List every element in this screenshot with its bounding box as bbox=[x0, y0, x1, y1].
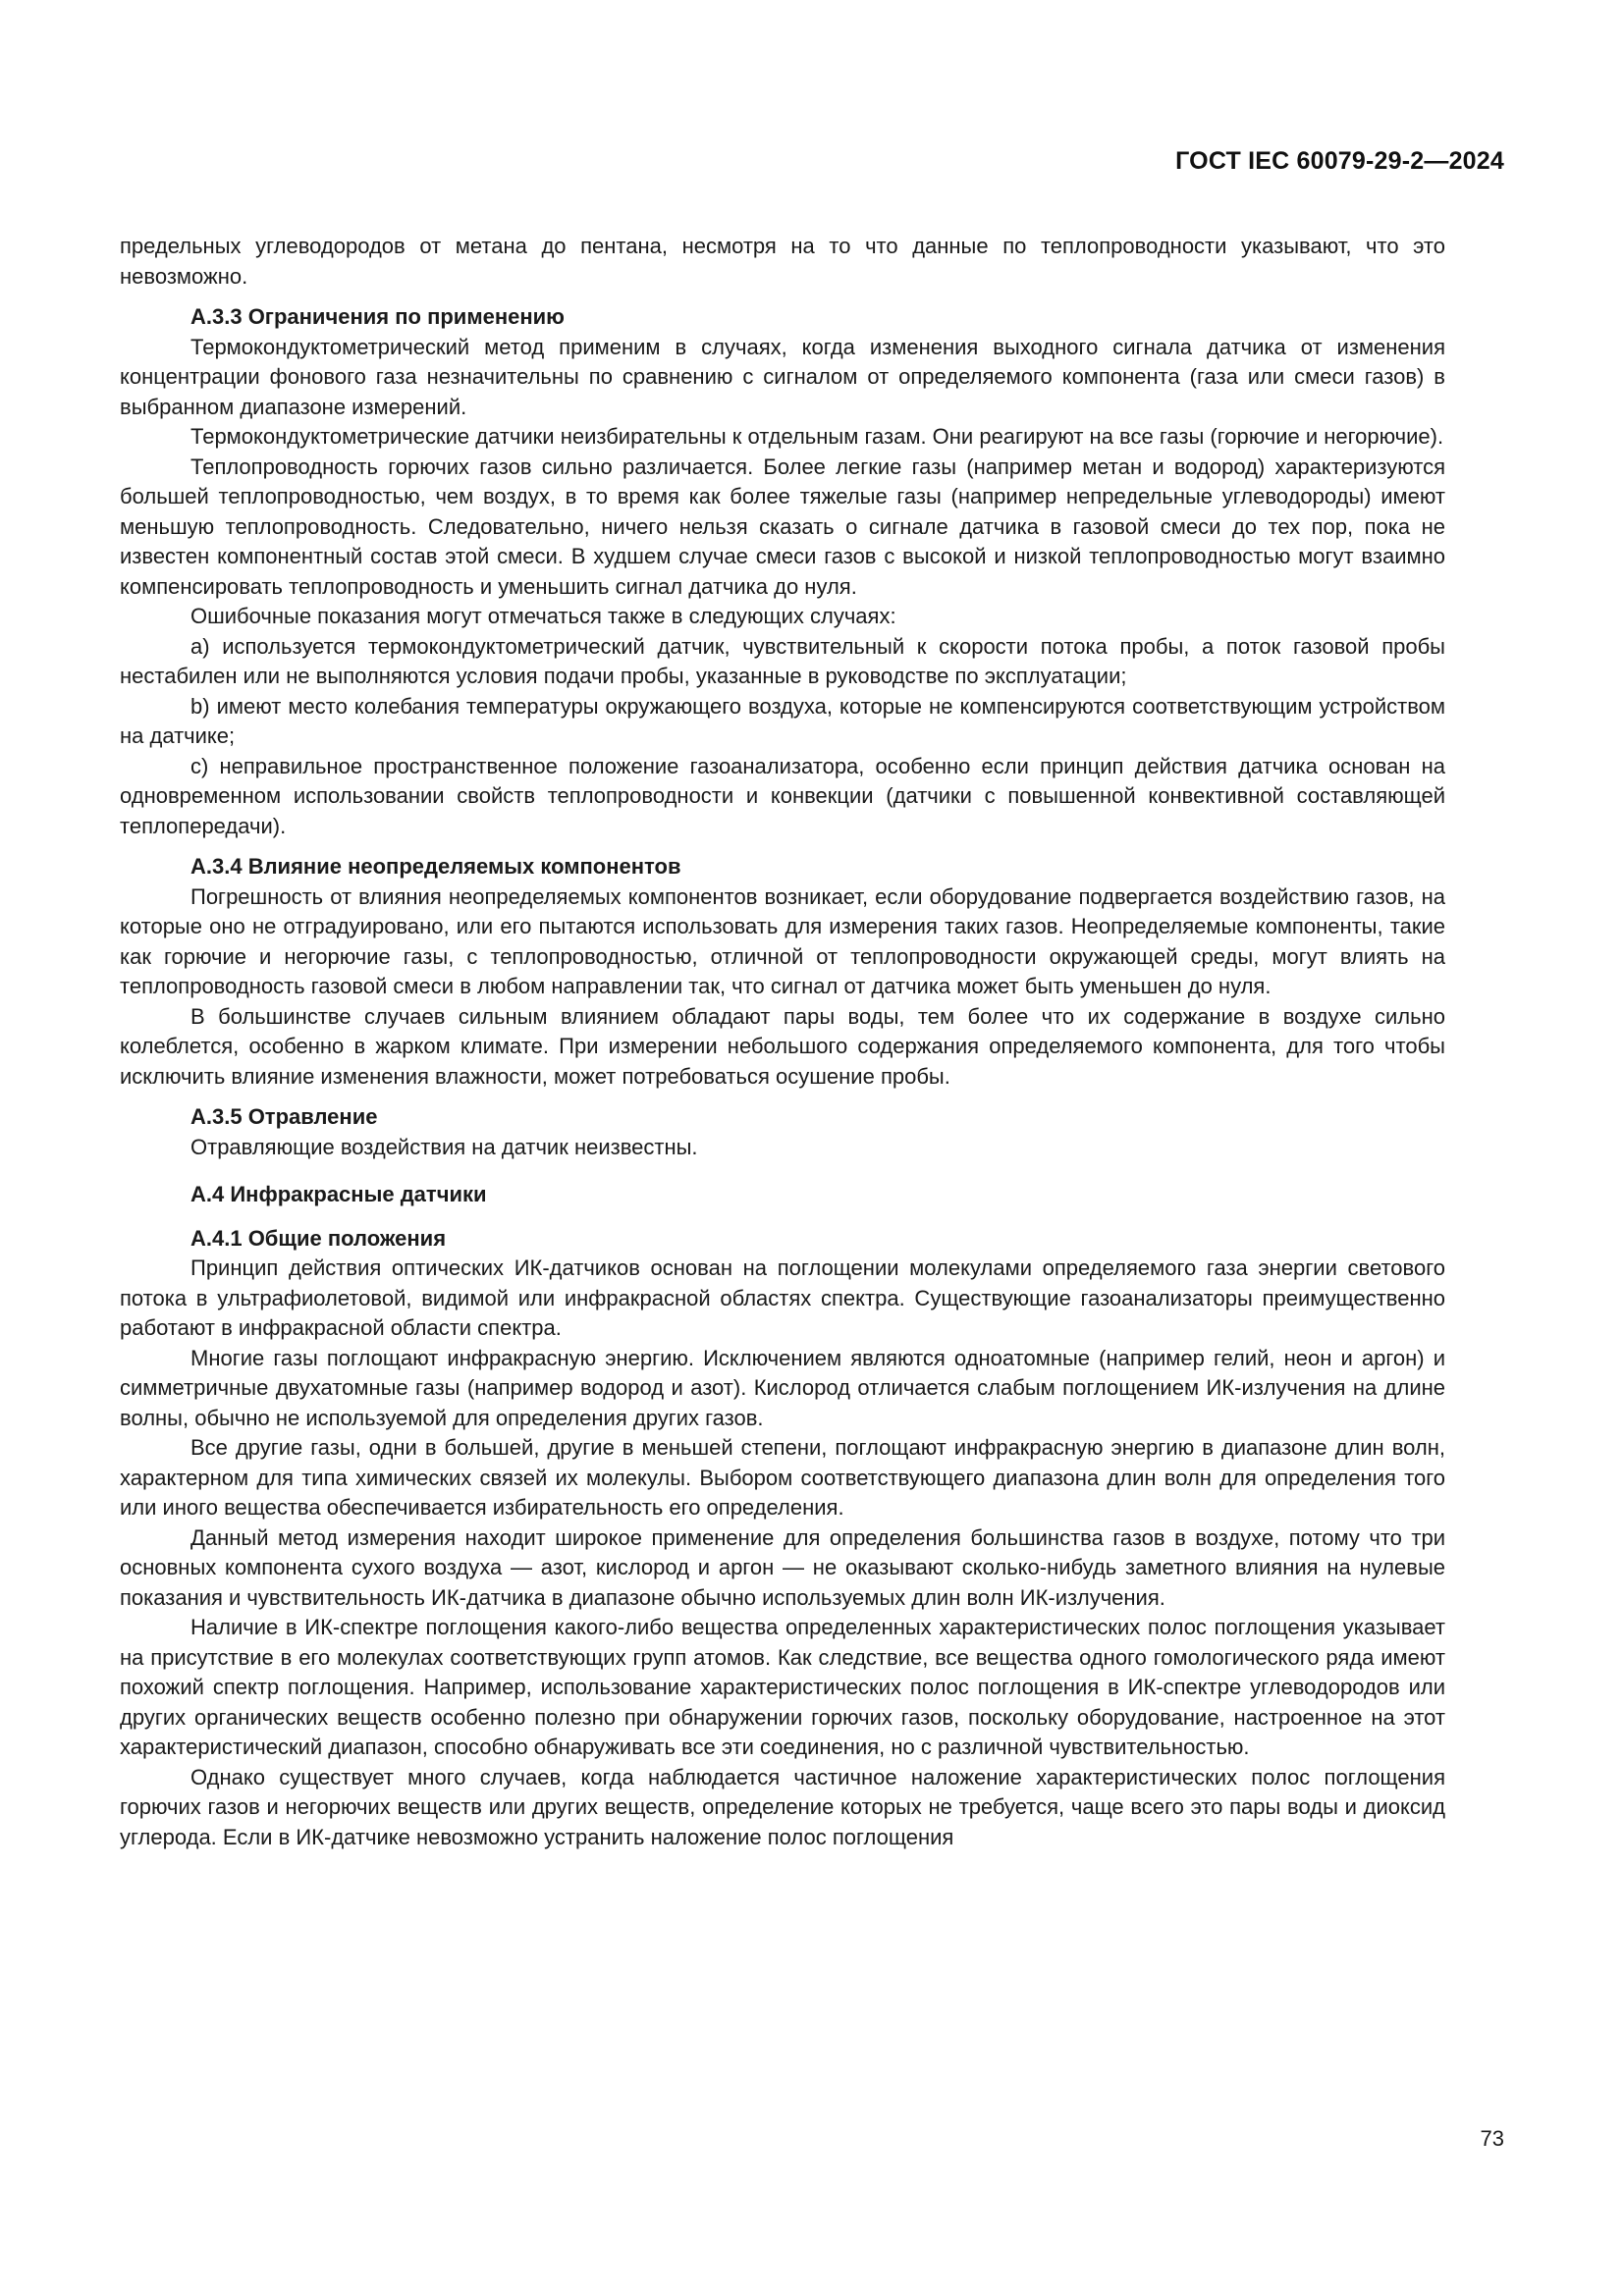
paragraph-a41-4: Данный метод измерения находит широкое применение для определения большинства газов в воздухе, потому что три основных компонента сухого воздуха — азот, кислород и аргон — не оказывают сколько-нибудь заметного влияния на нулевые показания и чувствительность ИК-датчика в диапазоне обычно используемых длин волн ИК-излучения. bbox=[120, 1524, 1445, 1610]
paragraph-a41-1: Принцип действия оптических ИК-датчиков основан на поглощении молекулами определяемого газа энергии светового потока в ультрафиолетовой, видимой или инфракрасной областях спектра. Существующие газоанализаторы преимущественно работают в инфракрасной области спектра. bbox=[120, 1255, 1445, 1340]
section-heading-a41: А.4.1 Общие положения bbox=[190, 1225, 447, 1251]
paragraph-a33-1: Термокондуктометрический метод применим в случаях, когда изменения выходного сигнала датчика от изменения концентрации фонового газа незначительны по сравнению с сигналом от определяемого компонента (газа или смеси газов) в выбранном диапазоне измерений. bbox=[120, 334, 1445, 419]
paragraph-a35-1: Отравляющие воздействия на датчик неизвестны. bbox=[190, 1134, 698, 1159]
section-heading-a35: А.3.5 Отравление bbox=[190, 1104, 378, 1129]
section-heading-a34: А.3.4 Влияние неопределяемых компонентов bbox=[190, 854, 681, 879]
paragraph-intro-continuation: предельных углеводородов от метана до пентана, несмотря на то что данные по теплопроводности указывают, что это невозможно. bbox=[120, 234, 1445, 289]
paragraph-a41-2: Многие газы поглощают инфракрасную энергию. Исключением являются одноатомные (например гелий, неон и аргон) и симметричные двухатомные газы (например водород и азот). Кислород отличается слабым поглощением ИК-излучения на длине волны, обычно не используемой для определения других газов. bbox=[120, 1345, 1445, 1430]
paragraph-a33-3: Теплопроводность горючих газов сильно различается. Более легкие газы (например метан и водород) характеризуются большей теплопроводностью, чем воздух, в то время как более тяжелые газы (например непредельные углеводороды) имеют меньшую теплопроводность. Следовательно, ничего нельзя сказать о сигнале датчика в газовой смеси до тех пор, пока не известен компонентный состав этой смеси. В худшем случае смеси газов с высокой и низкой теплопроводностью могут взаимно компенсировать теплопроводность и уменьшить сигнал датчика до нуля. bbox=[120, 454, 1445, 599]
list-item-a33-a: a) используется термокондуктометрический датчик, чувствительный к скорости потока пробы, а поток газовой пробы нестабилен или не выполняются условия подачи пробы, указанные в руководстве по эксплуатации; bbox=[120, 633, 1445, 688]
paragraph-a33-2: Термокондуктометрические датчики неизбирательны к отдельным газам. Они реагируют на все газы (горючие и негорючие). bbox=[190, 424, 1444, 449]
paragraph-a41-3: Все другие газы, одни в большей, другие в меньшей степени, поглощают инфракрасную энергию в диапазоне длин волн, характерном для типа химических связей их молекулы. Выбором соответствующего диапазона длин волн для определения того или иного вещества обеспечивается избирательность его определения. bbox=[120, 1435, 1445, 1520]
section-heading-a4: А.4 Инфракрасные датчики bbox=[190, 1182, 487, 1206]
paragraph-a33-4: Ошибочные показания могут отмечаться также в следующих случаях: bbox=[190, 604, 896, 628]
page-number: 73 bbox=[1480, 2126, 1504, 2151]
list-item-a33-c: c) неправильное пространственное положение газоанализатора, особенно если принцип действия датчика основан на одновременном использовании свойств теплопроводности и конвекции (датчики с повышенной конвективной составляющей теплопередачи). bbox=[120, 753, 1445, 838]
section-heading-a33: А.3.3 Ограничения по применению bbox=[190, 304, 565, 329]
document-header-id: ГОСТ IEC 60079-29-2—2024 bbox=[1175, 147, 1504, 175]
paragraph-a41-6: Однако существует много случаев, когда наблюдается частичное наложение характеристических полос поглощения горючих газов и негорючих веществ или других веществ, определение которых не требуется, чаще всего это пары воды и диоксид углерода. Если в ИК-датчике невозможно устранить наложение полос поглощения bbox=[120, 1764, 1445, 1849]
list-item-a33-b: b) имеют место колебания температуры окружающего воздуха, которые не компенсируются соответствующим устройством на датчике; bbox=[120, 693, 1445, 748]
paragraph-a34-1: Погрешность от влияния неопределяемых компонентов возникает, если оборудование подвергается воздействию газов, на которые оно не отградуировано, или его пытаются использовать для измерения таких газов. Неопределяемые компоненты, такие как горючие и негорючие газы, с теплопроводностью, отличной от теплопроводности окружающей среды, могут влиять на теплопроводность газовой смеси в любом направлении так, что сигнал от датчика может быть уменьшен до нуля. bbox=[120, 883, 1445, 998]
paragraph-a34-2: В большинстве случаев сильным влиянием обладают пары воды, тем более что их содержание в воздухе сильно колеблется, особенно в жарком климате. При измерении небольшого содержания определяемого компонента, для того чтобы исключить влияние изменения влажности, может потребоваться осушение пробы. bbox=[120, 1003, 1445, 1089]
document-body bbox=[120, 232, 1445, 1852]
paragraph-a41-5: Наличие в ИК-спектре поглощения какого-либо вещества определенных характеристических полос поглощения указывает на присутствие в его молекулах соответствующих групп атомов. Как следствие, все вещества одного гомологического ряда имеют похожий спектр поглощения. Например, использование характеристических полос поглощения в ИК-спектре углеводородов или других органических веществ особенно полезно при обнаружении горючих газов, поскольку оборудование, настроенное на этот характеристический диапазон, способно обнаруживать все эти соединения, но с различной чувствительностью. bbox=[120, 1615, 1445, 1759]
